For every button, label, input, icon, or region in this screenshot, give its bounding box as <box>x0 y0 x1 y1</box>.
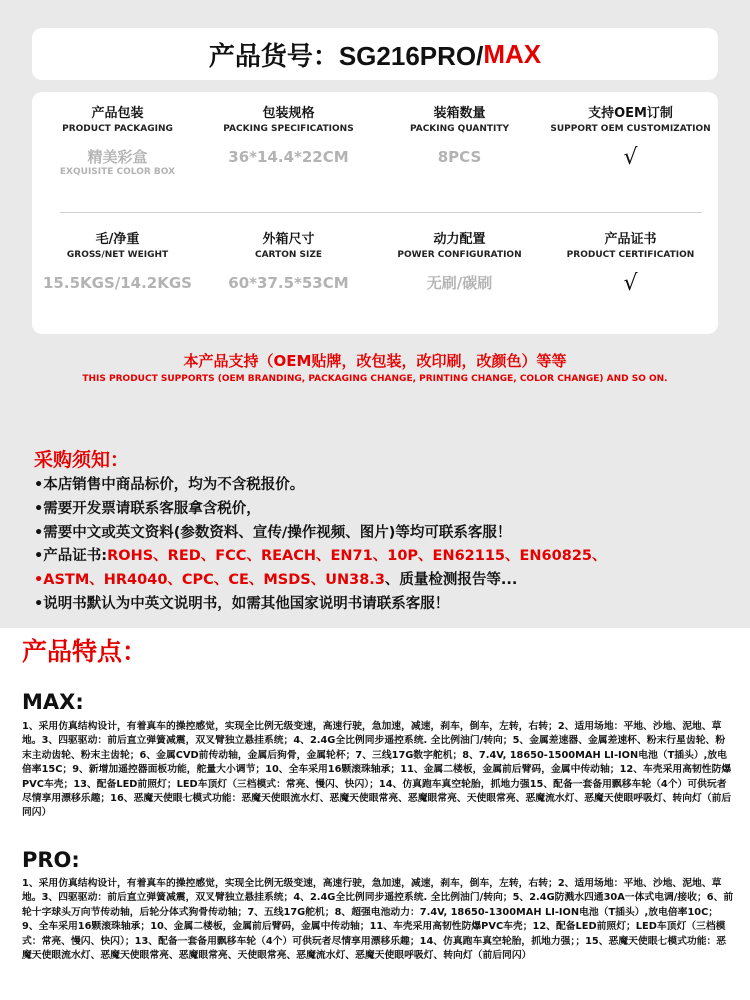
certificates-list-cont: •ASTM、HR4040、CPC、CE、MSDS、UN38.3 <box>34 572 385 589</box>
spec-label-cn: 支持OEM订制 <box>588 106 673 121</box>
spec-divider <box>60 212 702 213</box>
spec-label-en: PACKING QUANTITY <box>409 124 510 134</box>
purchase-notice-list <box>34 474 734 617</box>
check-icon: √ <box>623 145 638 170</box>
spec-packaging <box>32 106 203 178</box>
spec-label-cn: 包装规格 <box>262 106 315 121</box>
spec-label-cn: 毛/净重 <box>95 232 140 247</box>
product-code-accent: MAX <box>483 38 542 69</box>
spec-label-en: SUPPORT OEM CUSTOMIZATION <box>550 124 711 134</box>
spec-label-en: GROSS/NET WEIGHT <box>66 250 169 260</box>
notice-line: •需要中文或英文资料(参数资料、宣传/操作视频、图片)等均可联系客服！ <box>34 524 512 541</box>
spec-label-en: PRODUCT PACKAGING <box>62 124 173 134</box>
spec-packing-size <box>203 106 374 166</box>
spec-oem <box>545 106 716 170</box>
spec-value-en: EXQUISITE COLOR BOX <box>59 167 176 177</box>
pro-feature-text: 1、采用仿真结构设计，有着真车的操控感觉，实现全比例无级变速，高速行驶，急加速，减速，刹车，倒车，左转，右转；2、适用场地：平地、沙地、泥地、草地。3、四驱驱动：前后直立弹簧减震，双叉臂独立悬挂系统；4、2.4G全比例同步遥控系统. 全比例油门/转向；5、2.4G防溅水四通30A一体式电调/接收；6、前轮十字球头万向节传动轴，后轮分体式狗骨传动轴；7、五线17G舵机；8、超强电池动力：7.4V, 18650-1300MAH LI-ION电池（T插头）,放电倍率10C；9、全车采用16颗滚珠轴承；10、金属二楼板，金属前后臂码，金属中传动轴；11、车壳采用高韧性防爆PVC车壳；12、配备LED前照灯；LED车顶灯（三档模式：常亮、慢闪、快闪）；13、配备一套备用飘移车轮（4个）可供玩者尽情享用漂移乐趣；14、仿真跑车真空轮胎，抓地力强；；15、恶魔天使眼七模式功能：恶魔天使眼流水灯、恶魔天使眼常亮、恶魔眼常亮、天使眼常亮、恶魔流水灯、恶魔天使眼呼吸灯、转向灯（前后同闪） <box>22 878 734 962</box>
spec-label-en: POWER CONFIGURATION <box>397 250 522 260</box>
support-text-cn: 本产品支持（OEM贴牌，改包装，改印刷，改颜色）等等 <box>183 352 567 370</box>
spec-label-cn: 装箱数量 <box>433 106 486 121</box>
notice-line-certificates <box>34 545 734 569</box>
product-title-box <box>32 28 718 80</box>
spec-value: 15.5KGS/14.2KGS <box>43 274 192 292</box>
check-icon: √ <box>623 271 638 296</box>
certificates-suffix: 、质量检测报告等... <box>384 572 518 589</box>
spec-label-en: PRODUCT CERTIFICATION <box>566 250 695 260</box>
product-code-label: 产品货号：SG216PRO/ <box>208 40 484 71</box>
spec-value: 36*14.4*22CM <box>228 148 349 166</box>
spec-value: 60*37.5*53CM <box>228 274 349 292</box>
certificates-label: •产品证书: <box>34 548 108 565</box>
features-title: 产品特点： <box>22 637 148 666</box>
spec-table <box>32 92 718 334</box>
spec-value: 8PCS <box>437 148 482 166</box>
model-label-max: MAX: <box>22 690 84 714</box>
notice-line: •需要开发票请联系客服拿含税价， <box>34 500 261 517</box>
spec-label-cn: 外箱尺寸 <box>262 232 315 247</box>
spec-weight <box>32 232 203 292</box>
support-text-en: THIS PRODUCT SUPPORTS (OEM BRANDING, PACKAGING CHANGE, PRINTING CHANGE, COLOR CHANGE) AND SO ON. <box>82 374 668 384</box>
spec-label-cn: 产品包装 <box>91 106 144 121</box>
notice-line: •说明书默认为中英文说明书，如需其他国家说明书请联系客服！ <box>34 595 450 612</box>
notice-line-certificates-cont <box>34 569 734 593</box>
spec-label-en: CARTON SIZE <box>254 250 323 260</box>
spec-power <box>374 232 545 292</box>
purchase-notice-title: 采购须知： <box>34 449 130 471</box>
certificates-list: ROHS、RED、FCC、REACH、EN71、10P、EN62115、EN60825、 <box>107 548 607 565</box>
spec-label-cn: 动力配置 <box>433 232 486 247</box>
spec-value: 无刷/碳刷 <box>426 274 493 292</box>
model-label-pro: PRO: <box>22 848 80 872</box>
max-feature-text: 1、采用仿真结构设计，有着真车的操控感觉，实现全比例无级变速，高速行驶，急加速，减速，刹车，倒车，左转，右转；2、适用场地：平地、沙地、泥地、草地。3、四驱驱动：前后直立弹簧减震，双叉臂独立悬挂系统；4、2.4G全比例同步遥控系统. 全比例油门/转向；5、金属差速器、金属差速杯、粉末行星齿轮、粉末主动齿轮、粉末主齿轮；6、金属CVD前传动轴，金属后狗骨，金属轮杯；7、三线17G数字舵机；8、7.4V, 18650-1500MAH LI-ION电池（T插头）,放电倍率15C；9、新增加遥控器面板功能，舵量大小调节；10、全车采用16颗滚珠轴承；11、金属二楼板，金属前后臂码，金属中传动轴；12、车壳采用高韧性防爆PVC车壳；13、配备LED前照灯；LED车顶灯（三档模式：常亮、慢闪、快闪）；14、仿真跑车真空轮胎，抓地力强15、配备一套备用飘移车轮（4个）可供玩者尽情享用漂移乐趣；16、恶魔天使眼七模式功能：恶魔天使眼流水灯、恶魔天使眼常亮、恶魔眼常亮、天使眼常亮、恶魔流水灯、恶魔天使眼呼吸灯、转向灯（前后同闪） <box>22 721 732 819</box>
spec-carton-size <box>203 232 374 292</box>
spec-label-en: PACKING SPECIFICATIONS <box>223 124 354 134</box>
notice-line: •本店销售中商品标价，均为不含税报价。 <box>34 477 305 493</box>
spec-packing-quantity <box>374 106 545 166</box>
spec-certification <box>545 232 716 296</box>
spec-value: 精美彩盒 <box>87 148 148 166</box>
spec-label-cn: 产品证书 <box>604 232 657 247</box>
